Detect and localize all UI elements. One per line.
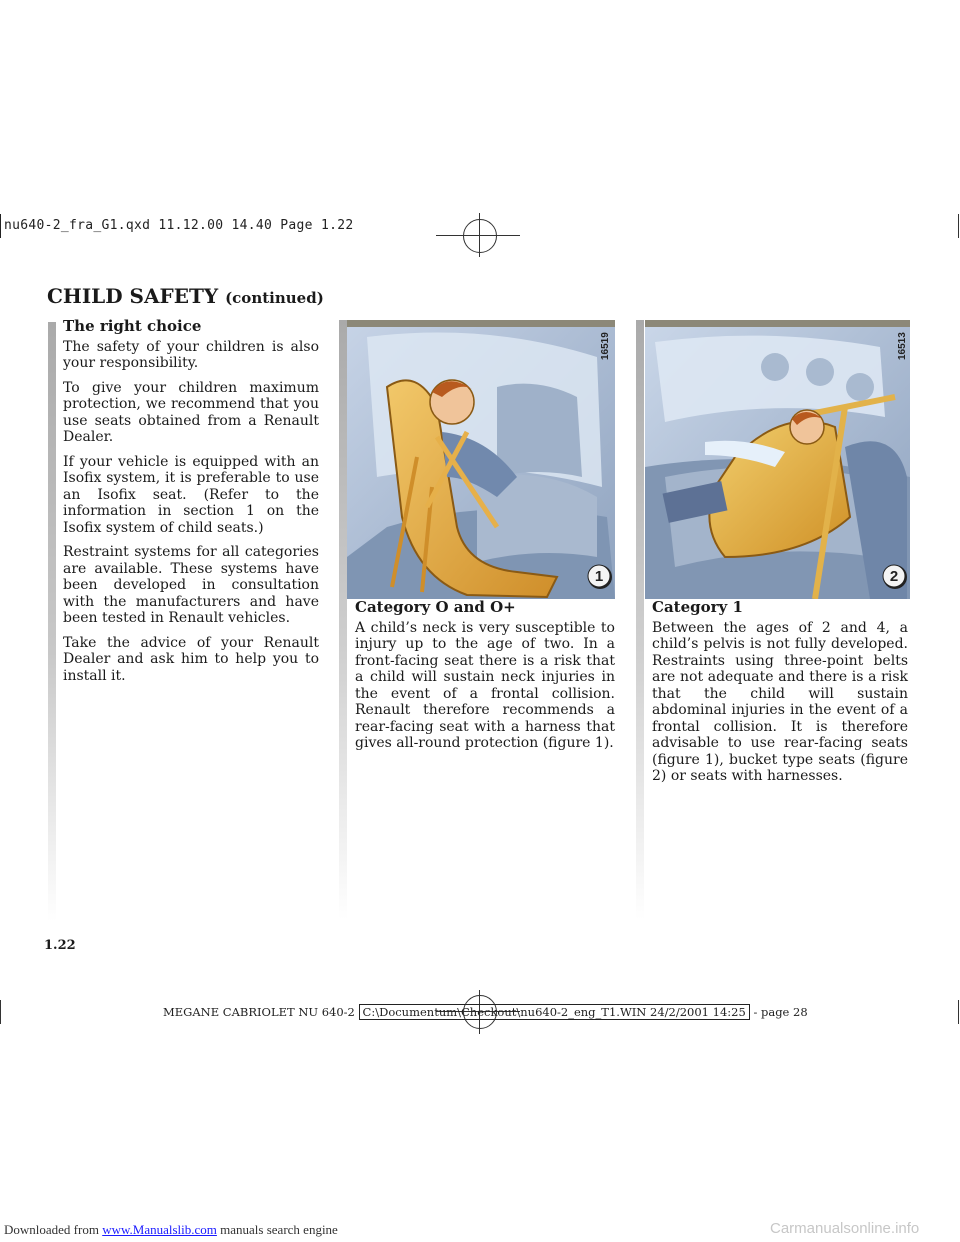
column-divider-bar — [339, 320, 347, 920]
figure-number-badge — [587, 564, 613, 594]
file-slug: nu640-2_fra_G1.qxd 11.12.00 14.40 Page 1.22 — [4, 218, 354, 233]
heading-category-1: Category 1 — [652, 598, 743, 616]
page-number: 1.22 — [44, 938, 76, 953]
footer-model: MEGANE CABRIOLET NU 640-2 — [163, 1005, 355, 1019]
crop-mark — [0, 1000, 1, 1024]
figure-code: 16513 — [897, 332, 908, 360]
crop-mark — [958, 214, 959, 238]
figure-number-badge — [882, 564, 908, 594]
figure-number: 2 — [889, 568, 899, 585]
paragraph: Take the advice of your Renault Dealer and ask him to help you to install it. — [63, 634, 319, 684]
footer-file-path: C:\Documentum\Checkout\nu640-2_eng_T1.WIN 24/2/2001 14:25 — [359, 1004, 750, 1020]
paragraph: Restraint systems for all categories are available. These systems have been developed in consultation with the manufacturers and have been tested in Renault vehicles. — [63, 544, 319, 626]
figure-number-badge-icon — [882, 564, 908, 590]
registration-mark-circle — [463, 219, 497, 253]
figure-code: 16519 — [600, 332, 611, 360]
watermark: Carmanualsonline.info — [770, 1220, 920, 1237]
download-banner-suffix: manuals search engine — [220, 1222, 338, 1237]
bucket-child-seat-illustration — [645, 327, 910, 599]
section-title: CHILD SAFETY — [47, 284, 219, 308]
footer-page: - page 28 — [753, 1005, 808, 1019]
paragraph: The safety of your children is also your responsibility. — [63, 338, 319, 371]
figure-number: 1 — [594, 568, 604, 585]
paragraph: If your vehicle is equipped with an Isofix system, it is preferable to use an Isofix seat. (Refer to the information in section 1 on the Isofix system of child seats.) — [63, 453, 319, 536]
heading-right-choice: The right choice — [63, 317, 202, 335]
paragraph: A child’s neck is very susceptible to injury up to the age of two. In a front-facing seat there is a risk that a child will sustain neck injuries in the event of a frontal collision. Renault therefore recommends a rear-facing seat with a harness that gives all-round protection (figure 1). — [355, 619, 615, 751]
figure-2-illustration — [645, 320, 910, 599]
paragraph: Between the ages of 2 and 4, a child’s pelvis is not fully developed. Restraints using three-point belts are not adequate and there is a risk that the child will sustain abdominal injuries in the event of a frontal collision. It is therefore advisable to use rear-facing seats (figure 1), bucket type seats (figure 2) or seats with harnesses. — [652, 619, 908, 784]
column-category-0 — [355, 599, 615, 760]
heading-category-0: Category O and O+ — [355, 598, 516, 616]
column-divider-bar — [636, 320, 644, 920]
manualslib-link[interactable]: www.Manualslib.com — [102, 1222, 217, 1237]
crop-mark — [958, 1000, 959, 1024]
section-title-continued: (continued) — [225, 289, 324, 307]
paragraph: To give your children maximum protection, we recommend that you use seats obtained from a Renault Dealer. — [63, 379, 319, 445]
rear-facing-child-seat-illustration — [347, 327, 615, 599]
column-right-choice — [63, 318, 319, 692]
print-footer — [163, 1005, 808, 1019]
download-banner — [4, 1222, 338, 1238]
download-banner-prefix: Downloaded from — [4, 1222, 99, 1237]
figure-number-badge-icon — [587, 564, 613, 590]
margin-bar — [48, 322, 56, 922]
column-category-1 — [652, 599, 908, 793]
crop-mark — [0, 214, 1, 238]
page-title — [47, 284, 324, 308]
figure-1-illustration — [347, 320, 615, 599]
